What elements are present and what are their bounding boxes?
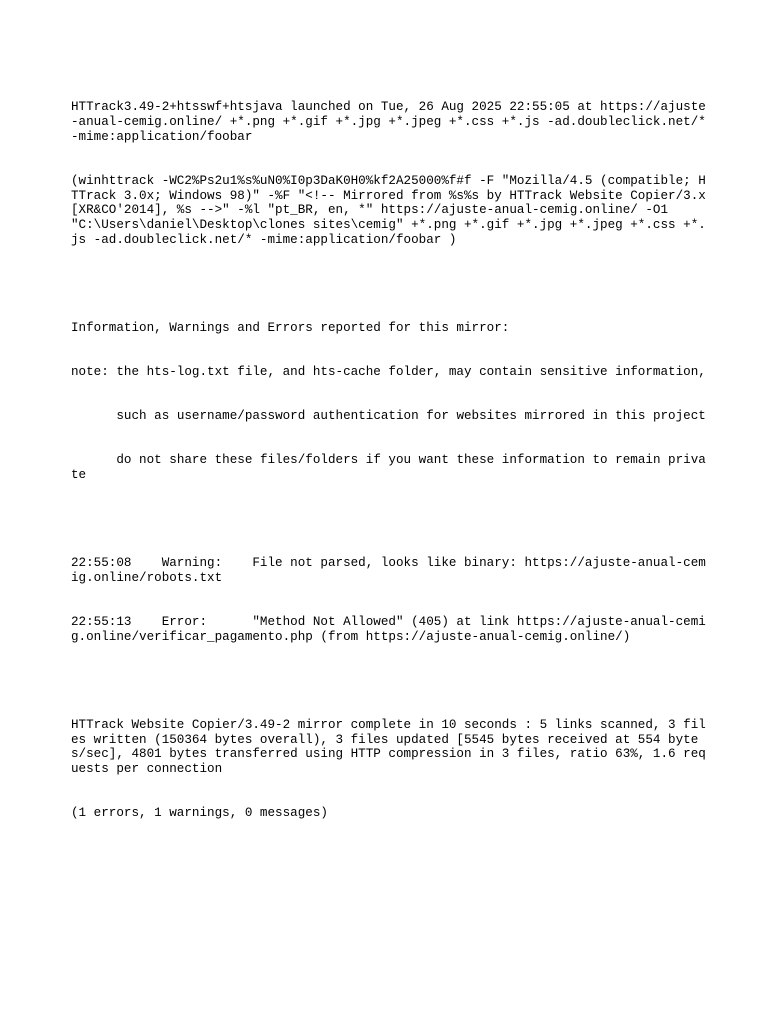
log-entry-warning: 22:55:08 Warning: File not parsed, looks like binary: https://ajuste-anual-cemig.online/robots.txt: [71, 556, 706, 585]
summary-line: HTTrack Website Copier/3.49-2 mirror complete in 10 seconds : 5 links scanned, 3 files written (150364 bytes overall), 3 files updated [5545 bytes received at 554 bytes/sec], 4801 bytes transferred using HTTP compression in 3 files, ratio 63%, 1.6 requests per connection: [71, 717, 706, 776]
httrack-log-document: [71, 71, 714, 836]
spacer: [71, 674, 711, 689]
note-line-2: such as username/password authentication for websites mirrored in this project: [71, 409, 706, 424]
notes-heading: Information, Warnings and Errors reported for this mirror:: [71, 320, 510, 335]
spacer: [71, 512, 711, 527]
summary-counts: (1 errors, 1 warnings, 0 messages): [71, 806, 328, 821]
note-line: note: the hts-log.txt file, and hts-cache folder, may contain sensitive information,: [71, 365, 706, 380]
launch-line: HTTrack3.49-2+htsswf+htsjava launched on Tue, 26 Aug 2025 22:55:05 at https://ajuste-anual-cemig.online/ +*.png +*.gif +*.jpg +*.jpeg +*.css +*.js -ad.doubleclick.net/* -mime:application/foobar: [71, 100, 714, 144]
spacer: [71, 277, 711, 292]
log-entry-error: 22:55:13 Error: "Method Not Allowed" (405) at link https://ajuste-anual-cemig.online/verificar_pagamento.php (from https://ajuste-anual-cemig.online/): [71, 614, 706, 644]
note-line-3: do not share these files/folders if you want these information to remain private: [71, 453, 706, 482]
command-line: (winhttrack -WC2%Ps2u1%s%uN0%I0p3DaK0H0%kf2A25000%f#f -F "Mozilla/4.5 (compatible; HTTrack 3.0x; Windows 98)" -%F "<!-- Mirrored from %s%s by HTTrack Website Copier/3.x [XR&CO'2014], %s -->" -%l "pt_BR, en, *" https://ajuste-anual-cemig.online/ -O1 "C:\Users\daniel\Desktop\clones sites\cemig" +*.png +*.gif +*.jpg +*.jpeg +*.css +*.js -ad.doubleclick.net/* -mime:application/foobar ): [71, 173, 714, 247]
